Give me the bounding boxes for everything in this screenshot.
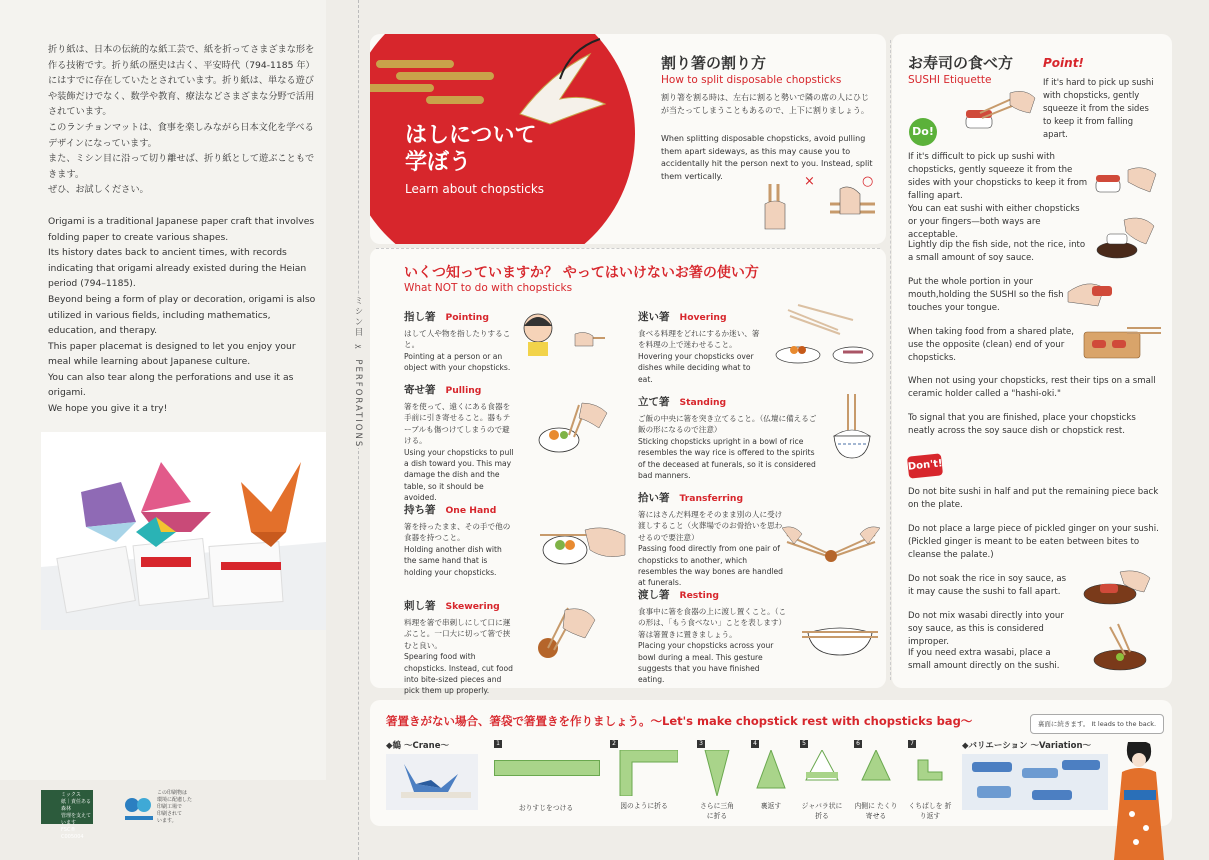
- crane-label: ◆鶴 〜Crane〜: [386, 741, 449, 751]
- ep-line: 印刷されて: [157, 811, 183, 817]
- step-7: [908, 740, 952, 820]
- dont-subtitle: What NOT to do with chopsticks: [404, 282, 573, 294]
- step-label: おりすじをつける: [518, 804, 574, 812]
- one-hand-illustration: [530, 515, 630, 570]
- item-desc-en: Sticking chopsticks upright in a bowl of rice resembles the way rice is offered to the spirits of the deceased at funerals, so it is considered bad manners.: [638, 436, 816, 481]
- origami-photo: [41, 432, 326, 630]
- point-label: Point!: [1043, 56, 1084, 70]
- skewering-illustration: [530, 600, 620, 670]
- bad-mark: ×: [804, 174, 815, 189]
- step-6: [854, 740, 898, 820]
- intro-jp-2: このランチョンマットは、食事を楽しみながら日本文化を学べるデザインになっています。: [48, 121, 314, 149]
- step-2-diagram: [610, 750, 678, 796]
- step-label: 内側に たくり寄せる: [854, 802, 898, 820]
- step-label: さらに三角に折る: [700, 802, 734, 820]
- pointing-illustration: [520, 308, 615, 358]
- hero-title-line2: 学ぼう: [405, 150, 472, 175]
- dont-item-standing: [638, 390, 838, 481]
- intro-jp-4: ぜひ、お試しください。: [48, 184, 149, 196]
- hero-title-line1: はしについて: [405, 123, 537, 148]
- fsc-line: 紙｜責任ある森林: [61, 799, 92, 812]
- item-jp: 迷い箸: [638, 311, 670, 323]
- item-en: Skewering: [445, 601, 500, 612]
- item-jp: 刺し箸: [404, 600, 436, 612]
- split-en: When splitting disposable chopsticks, avoid pulling them apart sideways, as this may cause you to accidentally hit the person next to you. Instead, split them vertically.: [661, 134, 873, 181]
- item-desc-jp: 料理を箸で串刺しにして口に運ぶこと。一口大に切って箸で挟むと良い。: [404, 618, 511, 650]
- do-item-1: If it's difficult to pick up sushi with chopsticks, gently squeeze it from the sides with your chopsticks to keep it from falling apart. You can eat sushi with either chopsticks or your fingers—both ways are acceptable.: [908, 152, 1088, 240]
- intro-en-6: We hope you give it a try!: [48, 403, 168, 415]
- variation-label: ◆バリエーション 〜Variation〜: [962, 741, 1092, 751]
- step-label: くちばしを 折り返す: [908, 802, 952, 820]
- step-number: 4: [751, 740, 759, 748]
- step-number: 6: [854, 740, 862, 748]
- dont-sushi-3: Do not soak the rice in soy sauce, as it may cause the sushi to fall apart.: [908, 574, 1067, 597]
- item-en: Hovering: [679, 312, 727, 323]
- ep-line: 環境に配慮した: [157, 797, 193, 803]
- point-text: If it's hard to pick up sushi with chopsticks, gently squeeze it from the sides to keep it from falling apart.: [1043, 77, 1154, 139]
- fsc-logo-text: [41, 790, 93, 840]
- item-en: One Hand: [445, 505, 497, 516]
- item-jp: 拾い箸: [638, 492, 670, 504]
- soy-dip-illustration: [1092, 212, 1162, 262]
- item-desc-en: Passing food directly from one pair of chopsticks to another, which resembles the way bones are handled at funerals.: [638, 544, 783, 588]
- dont-title: いくつ知っていますか？ やってはいけないお箸の使い方: [404, 265, 759, 281]
- fsc-line: ミックス: [61, 792, 81, 798]
- step-number: 1: [494, 740, 502, 748]
- split-jp: 割り箸を割る時は、左右に割ると勢いで隣の席の人にひじが当たってしまうこともあるので、上下に割りましょう。: [661, 93, 869, 115]
- dont-badge: Don't!: [907, 453, 943, 478]
- item-jp: 持ち箸: [404, 504, 436, 516]
- variation-photo: [962, 754, 1108, 810]
- step-4-diagram: [751, 750, 791, 796]
- step-number: 7: [908, 740, 916, 748]
- sushi-hand-illustration: [960, 88, 1040, 138]
- split-subtitle: How to split disposable chopsticks: [661, 74, 842, 86]
- item-desc-jp: ご飯の中央に箸を突き立てること。（仏壇に備えるご飯の形になるので注意）: [638, 414, 817, 435]
- item-desc-jp: 箸にはさんだ料理をそのまま別の人に受け渡しすること（火葬場でのお骨拾いを思わせるので要注意）: [638, 510, 783, 542]
- intro-jp-3: また、ミシン目に沿って切り離せば、折り紙として遊ぶこともできます。: [48, 153, 315, 180]
- ep-line: います。: [157, 818, 177, 824]
- eat-illustration: [1062, 272, 1122, 317]
- sushi-title: お寿司の食べ方: [908, 54, 1014, 72]
- continued-note: 裏面に続きます。 It leads to the back.: [1030, 714, 1164, 734]
- sushi-illustration-1: [1090, 160, 1160, 200]
- intro-en-3: Beyond being a form of play or decoration, origami is also utilized in various fields, including mathematics, education, and therapy.: [48, 293, 316, 337]
- rest-title: 箸置きがない場合、箸袋で箸置きを作りましょう。〜Let's make chopstick rest with chopsticks bag〜: [386, 714, 973, 728]
- perforation-label: ミシン目 ✂ PERFORATIONS: [353, 296, 363, 449]
- standing-illustration: [828, 394, 876, 466]
- step-4: [751, 740, 791, 810]
- resting-illustration: [800, 618, 880, 658]
- step-3: [697, 740, 737, 820]
- ep-logo: [123, 790, 155, 824]
- intro-en-2: Its history dates back to ancient times, with records indicating that origami already existed during the Heian period (794–1185).: [48, 247, 307, 290]
- step-5-diagram: [800, 750, 844, 796]
- item-desc-en: Spearing food with chopsticks. Instead, cut food into bite-sized pieces and pick them up properly.: [404, 652, 513, 696]
- item-jp: 寄せ箸: [404, 384, 436, 396]
- item-desc-jp: 箸を使って、遠くにある食器を手前に引き寄せること。器もテーブルも傷つけてしまうので避ける。: [404, 402, 511, 446]
- do-item-4: When taking food from a shared plate, use the opposite (clean) end of your chopsticks.: [908, 327, 1075, 363]
- do-item-5: When not using your chopsticks, rest their tips on a small ceramic holder called a "hashi-oki.": [908, 376, 1156, 399]
- item-desc-en: Using your chopsticks to pull a dish toward you. This may damage the dish and the table, so it should be avoided.: [404, 447, 514, 503]
- transferring-illustration: [782, 520, 880, 570]
- dont-sushi-4: Do not mix wasabi directly into your soy sauce, as this is considered improper.: [908, 611, 1064, 647]
- item-desc-en: Pointing at a person or an object with your chopsticks.: [404, 351, 511, 373]
- hovering-illustration: [768, 300, 878, 370]
- item-en: Resting: [679, 590, 719, 601]
- pulling-illustration: [534, 395, 624, 460]
- step-1: [494, 740, 600, 812]
- good-mark: ○: [862, 174, 874, 189]
- item-desc-jp: 箸を持ったまま、その手で他の食器を持つこと。: [404, 522, 511, 543]
- kimono-woman-illustration: [1112, 742, 1168, 860]
- hero-subtitle: Learn about chopsticks: [405, 182, 545, 196]
- step-label: ジャバラ状に折る: [801, 802, 843, 820]
- item-jp: 渡し箸: [638, 589, 670, 601]
- shared-plate-illustration: [1082, 322, 1162, 362]
- step-number: 3: [697, 740, 705, 748]
- do-item-2: Lightly dip the fish side, not the rice, into a small amount of soy sauce.: [908, 240, 1086, 263]
- intro-en-4: This paper placemat is designed to let you enjoy your meal while learning about Japanese culture.: [48, 340, 296, 368]
- step-1-diagram: [494, 760, 600, 776]
- dont-sushi-1: Do not bite sushi in half and put the remaining piece back on the plate.: [908, 487, 1159, 510]
- split-title: 割り箸の割り方: [661, 54, 767, 72]
- step-label: 図のように折る: [620, 802, 668, 810]
- ep-line: 印刷工場で: [157, 804, 183, 810]
- spacer: [48, 198, 320, 214]
- crane-photo: [386, 754, 478, 810]
- intro-jp-1: 折り紙は、日本の伝統的な紙工芸で、紙を折ってさまざまな形を作る技術です。折り紙の歴史は古く、平安時代（794-1185 年）にはすでに存在していたとされています。折り紙は、単なる遊びや装飾だけでなく、数学や教育、療法などさまざまな分野で活用されています。: [48, 44, 315, 118]
- intro-en-5: You can also tear along the perforations and use it as origami.: [48, 371, 294, 399]
- divider: [890, 40, 891, 680]
- item-desc-en: Placing your chopsticks across your bowl during a meal. This gesture suggests that you have finished eating.: [638, 641, 774, 685]
- item-en: Pulling: [445, 385, 482, 396]
- hero-title: [405, 122, 537, 176]
- step-2: [610, 740, 678, 810]
- dont-sushi-2: Do not place a large piece of pickled ginger on your sushi. (Pickled ginger is meant to be eaten between bites to cleanse the palate.): [908, 524, 1159, 560]
- wasabi-illustration: [1090, 622, 1160, 672]
- item-jp: 立て箸: [638, 396, 670, 408]
- item-en: Standing: [679, 397, 727, 408]
- item-desc-en: Hovering your chopsticks over dishes while deciding what to eat.: [638, 351, 754, 384]
- step-7-diagram: [908, 750, 952, 796]
- item-desc-jp: 食事中に箸を食器の上に渡し置くこと。（この形は、「もう食べない」ことを表します）箸は箸置きに置きましょう。: [638, 607, 787, 639]
- left-panel: [0, 0, 326, 780]
- item-desc-en: Holding another dish with the same hand that is holding your chopsticks.: [404, 544, 502, 577]
- do-item-3: Put the whole portion in your mouth,holding the SUSHI so the fish touches your tongue.: [908, 277, 1064, 313]
- item-jp: 指し箸: [404, 311, 436, 323]
- step-number: 2: [610, 740, 618, 748]
- item-desc-jp: はして人や物を指したりすること。: [404, 329, 511, 350]
- item-desc-jp: 食べる料理をどれにするか迷い、箸を料理の上で迷わせること。: [638, 329, 760, 350]
- item-en: Pointing: [445, 312, 489, 323]
- do-item-6: To signal that you are finished, place your chopsticks neatly across the soy sauce dish or chopstick rest.: [908, 413, 1136, 436]
- intro-en-1: Origami is a traditional Japanese paper craft that involves folding paper to create various shapes.: [48, 215, 315, 243]
- step-number: 5: [800, 740, 808, 748]
- ep-logo-text: [157, 790, 192, 825]
- step-6-diagram: [854, 750, 898, 796]
- fsc-line: FSC® C005004: [61, 827, 84, 840]
- step-label: 裏返す: [760, 802, 782, 810]
- ep-line: この印刷物は: [157, 790, 188, 796]
- dont-sushi-5: If you need extra wasabi, place a small amount directly on the sushi.: [908, 648, 1060, 671]
- fsc-line: 管理を支えています: [61, 813, 92, 826]
- item-en: Transferring: [679, 493, 744, 504]
- origami-intro: [48, 42, 320, 417]
- soak-illustration: [1080, 568, 1160, 608]
- step-3-diagram: [697, 750, 737, 796]
- divider: [376, 248, 880, 249]
- do-badge: Do!: [909, 118, 937, 146]
- sushi-subtitle: SUSHI Etiquette: [908, 74, 992, 86]
- step-5: [800, 740, 844, 820]
